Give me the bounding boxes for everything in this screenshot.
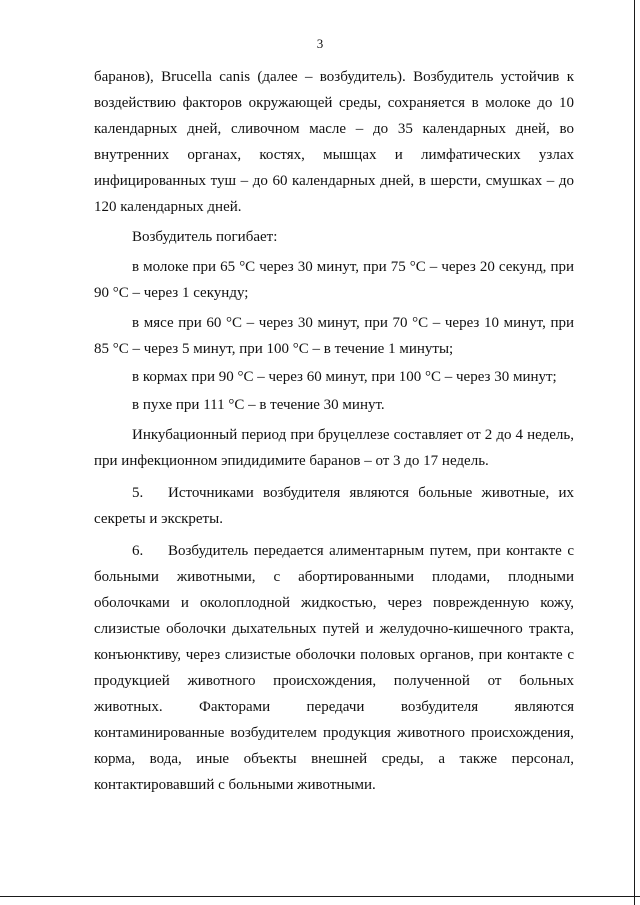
paragraph-item-6	[94, 538, 574, 798]
paragraph-down: в пухе при 111 °С – в течение 30 минут.	[132, 397, 385, 413]
paragraph-survival: баранов), Brucella canis (далее – возбудитель). Возбудитель устойчив к воздействию факторов окружающей среды, сохраняется в молоке до 10 календарных дней, сливочном масле – до 35 календарных дней, во внутренних органах, костях, мышцах и лимфатических узлах инфицированных туш – до 60 календарных дней, в шерсти, смушках – до 120 календарных дней.	[94, 69, 574, 215]
body-text	[94, 64, 574, 798]
paragraph-feed: в кормах при 90 °С – через 60 минут, при 100 °С – через 30 минут;	[132, 369, 557, 385]
page-number: 3	[316, 36, 324, 51]
item-number: 6.	[132, 543, 144, 559]
paragraph-incubation: Инкубационный период при бруцеллезе составляет от 2 до 4 недель, при инфекционном эпидидимите баранов – от 3 до 17 недель.	[94, 427, 574, 469]
item-number: 5.	[132, 485, 144, 501]
paragraph-meat: в мясе при 60 °С – через 30 минут, при 70 °С – через 10 минут, при 85 °С – через 5 минут, при 100 °С – в течение 1 минуты;	[94, 315, 574, 357]
item-text: Источниками возбудителя являются больные животные, их секреты и экскреты.	[94, 485, 574, 527]
item-text: Возбудитель передается алиментарным путем, при контакте с больными животными, с абортированными плодами, плодными оболочками и околоплодной жидкостью, через поврежденную кожу, слизистые оболочки дыхательных путей и желудочно-кишечного тракта, конъюнктиву, через слизистые оболочки половых органов, при контакте с продукцией животного происхождения, полученной от больных животных. Факторами передачи возбудителя являются контаминированные возбудителем продукция животного происхождения, корма, вода, иные объекты внешней среды, а также персонал, контактировавший с больными животными.	[94, 543, 574, 793]
paragraph-item-5	[94, 480, 574, 532]
paragraph-milk: в молоке при 65 °С через 30 минут, при 75 °С – через 20 секунд, при 90 °С – через 1 секунду;	[94, 259, 574, 301]
scan-edge-bottom	[0, 896, 640, 897]
scan-edge-right	[634, 0, 635, 905]
paragraph-dies-intro: Возбудитель погибает:	[132, 229, 278, 245]
